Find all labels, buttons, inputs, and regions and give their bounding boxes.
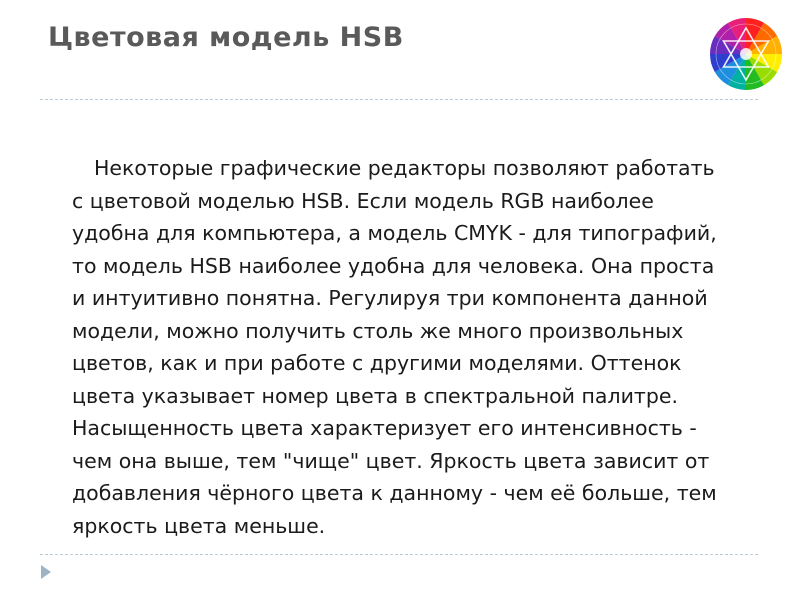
paragraph-line: яркость цвета меньше. bbox=[72, 513, 326, 538]
paragraph-line: цветов, как и при работе с другими моделями. Оттенок bbox=[72, 351, 682, 375]
slide-title: Цветовая модель HSB bbox=[48, 22, 404, 53]
divider-top bbox=[40, 99, 758, 100]
triangle-bullet-icon bbox=[41, 565, 51, 579]
paragraph-line: удобна для компьютера, а модель CMYK - для типографий, bbox=[72, 221, 717, 245]
paragraph-line: Некоторые графические редакторы позволяют работать bbox=[94, 156, 715, 180]
paragraph-line: с цветовой моделью HSB. Если модель RGB наиболее bbox=[72, 188, 654, 213]
paragraph-line: цвета указывает номер цвета в спектральной палитре. bbox=[72, 383, 678, 408]
body-paragraph bbox=[72, 152, 762, 542]
color-wheel-icon bbox=[706, 14, 786, 94]
divider-bottom bbox=[40, 554, 758, 555]
paragraph-line: Насыщенность цвета характеризует его интенсивность - bbox=[72, 416, 697, 440]
paragraph-line: модели, можно получить столь же много произвольных bbox=[72, 318, 684, 343]
color-wheel-center bbox=[740, 48, 752, 60]
paragraph-line: добавления чёрного цвета к данному - чем её больше, тем bbox=[72, 481, 717, 505]
paragraph-line: чем она выше, тем "чище" цвет. Яркость цвета зависит от bbox=[72, 448, 710, 473]
paragraph-line: и интуитивно понятна. Регулируя три компонента данной bbox=[72, 286, 708, 310]
paragraph-line: то модель HSB наиболее удобна для человека. Она проста bbox=[72, 253, 715, 278]
